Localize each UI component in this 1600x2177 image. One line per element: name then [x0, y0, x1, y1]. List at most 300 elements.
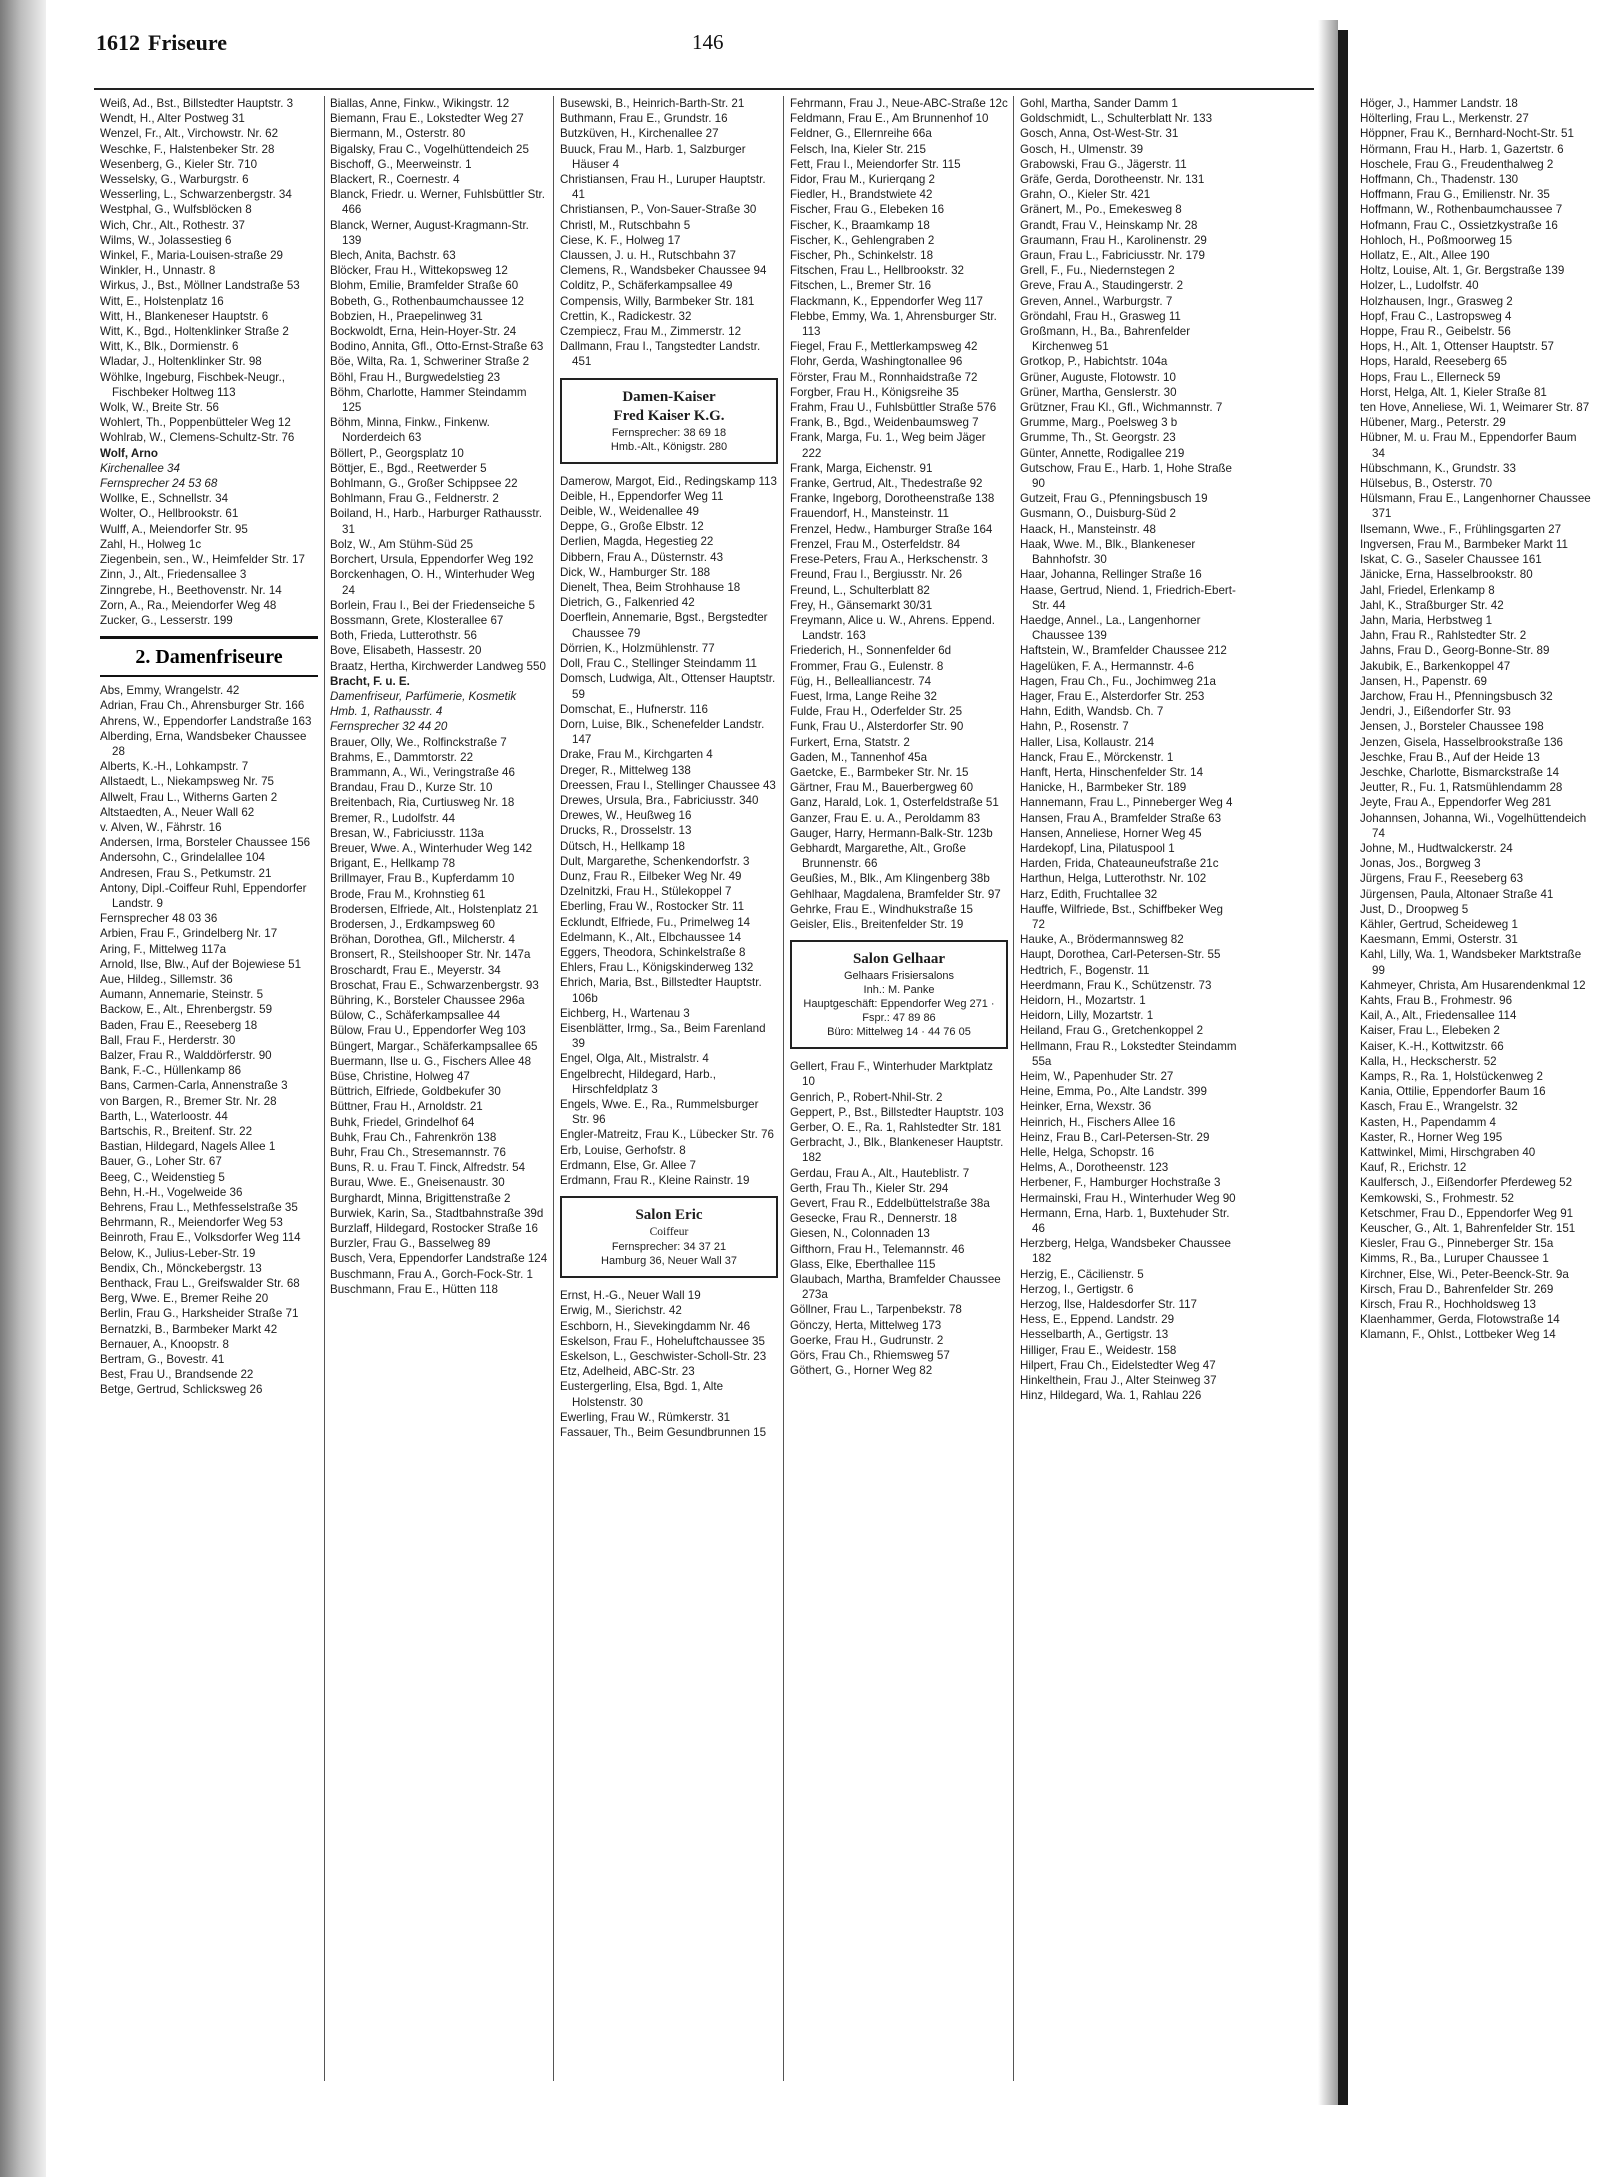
directory-entry: Ehrich, Maria, Bst., Billstedter Hauptstr. 106b [560, 976, 762, 1005]
directory-entry: Drake, Frau M., Kirchgarten 4 [560, 748, 713, 762]
directory-entry: Felsch, Ina, Kieler Str. 215 [790, 142, 926, 156]
directory-entry: Buuck, Frau M., Harb. 1, Salzburger Häuser 4 [560, 142, 746, 171]
directory-entry: Jahl, Friedel, Erlenkamp 8 [1360, 583, 1495, 597]
directory-entry: Wollke, E., Schnellstr. 34 [100, 492, 229, 506]
directory-entry: Haftstein, W., Bramfelder Chaussee 212 [1020, 644, 1227, 658]
directory-entry: Bans, Carmen-Carla, Annenstraße 3 [100, 1079, 288, 1093]
directory-entry: Hoffmann, W., Rothenbaumchaussee 7 [1360, 203, 1563, 217]
directory-entry: Wolk, W., Breite Str. 56 [100, 401, 219, 415]
directory-entry: Bossmann, Grete, Klosterallee 67 [330, 613, 504, 627]
directory-entry: Erdmann, Else, Gr. Allee 7 [560, 1158, 696, 1172]
directory-entry: Franke, Gertrud, Alt., Thedestraße 92 [790, 477, 983, 491]
directory-entry: Betge, Gertrud, Schlicksweg 26 [100, 1383, 263, 1397]
directory-entry: Heidorn, H., Mozartstr. 1 [1020, 993, 1146, 1007]
directory-entry: Brigant, E., Hellkamp 78 [330, 857, 456, 871]
directory-entry: Grumme, Th., St. Georgstr. 23 [1020, 431, 1176, 445]
directory-entry: von Bargen, R., Bremer Str. Nr. 28 [100, 1094, 277, 1108]
directory-entry: Hermainski, Frau H., Winterhuder Weg 90 [1020, 1191, 1236, 1205]
directory-entry: Edelmann, K., Alt., Elbchaussee 14 [560, 930, 742, 944]
directory-entry: Heiland, Frau G., Gretchenkoppel 2 [1020, 1024, 1204, 1038]
directory-entry: Grahn, O., Kieler Str. 421 [1020, 188, 1151, 202]
ad-title: Salon Eric [635, 1207, 703, 1224]
directory-entry: Dallmann, Frau I., Tangstedter Landstr. 451 [560, 340, 761, 369]
directory-entry: Just, D., Droopweg 5 [1360, 902, 1469, 916]
directory-entry: Hermann, Erna, Harb. 1, Buxtehuder Str. 46 [1020, 1206, 1230, 1236]
directory-entry: Ganzer, Frau E. u. A., Peroldamm 83 [790, 811, 981, 825]
directory-entry: Biermann, M., Osterstr. 80 [330, 127, 466, 141]
directory-entry: Kahmeyer, Christa, Am Husarendenkmal 12 [1360, 978, 1586, 992]
directory-entry: Bendix, Ch., Mönckebergstr. 13 [100, 1261, 262, 1275]
directory-entry: Hahn, P., Rosenstr. 7 [1020, 720, 1129, 734]
directory-entry: Ernst, H.-G., Neuer Wall 19 [560, 1289, 701, 1303]
directory-entry: Flackmann, K., Eppendorfer Weg 117 [790, 294, 983, 308]
directory-entry: Wirkus, J., Bst., Möllner Landstraße 53 [100, 279, 300, 293]
directory-entry: Alberding, Erna, Wandsbeker Chaussee 28 [100, 729, 307, 758]
directory-entry: Frese-Peters, Frau A., Herkschenstr. 3 [790, 553, 988, 567]
directory-entry: Busch, Vera, Eppendorfer Landstraße 124 [330, 1252, 548, 1266]
directory-entry: Weschke, F., Halstenbeker Str. 28 [100, 142, 275, 156]
column-rule [783, 96, 784, 2081]
listing-wolf-address: Kirchenallee 34 [100, 461, 180, 475]
directory-entry: Claussen, J. u. H., Rutschbahn 37 [560, 249, 736, 263]
directory-entry: Arnold, Ilse, Blw., Auf der Bojewiese 51 [100, 957, 302, 971]
directory-entry: Haase, Gertrud, Niend. 1, Friedrich-Ebert-Str. 44 [1020, 583, 1236, 612]
directory-entry: Wohlert, Th., Poppenbütteler Weg 12 [100, 416, 291, 430]
directory-entry: Harthun, Helga, Lutterothstr. Nr. 102 [1020, 872, 1207, 886]
directory-entry: Zahl, H., Holweg 1c [100, 537, 202, 551]
directory-entry: Fernsprecher 48 03 36 [100, 912, 218, 926]
directory-entry: Frank, Marga, Eichenstr. 91 [790, 461, 933, 475]
directory-entry: Hoppe, Frau R., Geibelstr. 56 [1360, 325, 1511, 339]
column-rule [553, 96, 554, 2081]
directory-entry: Gaetcke, E., Barmbeker Str. Nr. 15 [790, 765, 969, 779]
directory-entry: Andersen, Irma, Borsteler Chaussee 156 [100, 836, 311, 850]
directory-entry: Kirsch, Frau D., Bahrenfelder Str. 269 [1360, 1282, 1554, 1296]
directory-entry: Geußies, M., Blk., Am Klingenberg 38b [790, 872, 990, 886]
directory-entry: Flebbe, Emmy, Wa. 1, Ahrensburger Str. 113 [790, 309, 997, 339]
directory-entry: Jansen, H., Papenstr. 69 [1360, 674, 1487, 688]
directory-entry: Ilsemann, Wwe., F., Frühlingsgarten 27 [1360, 522, 1562, 536]
directory-entry: Gellert, Frau F., Winterhuder Marktplatz 10 [790, 1060, 993, 1089]
directory-entry: Haak, Wwe. M., Blk., Blankeneser Bahnhofstr. 30 [1020, 537, 1196, 567]
directory-entry: Ganz, Harald, Lok. 1, Osterfeldstraße 51 [790, 796, 999, 810]
directory-entry: Czempiecz, Frau M., Zimmerstr. 12 [560, 325, 742, 339]
directory-entry: Heinker, Erna, Wexstr. 36 [1020, 1100, 1152, 1114]
directory-entry: Eichberg, H., Wartenau 3 [560, 1006, 690, 1020]
directory-entry: Allwelt, Frau L., Witherns Garten 2 [100, 790, 278, 804]
directory-entry: Bodino, Annita, Gfl., Otto-Ernst-Straße 63 [330, 340, 544, 354]
entry-list-1c [100, 683, 318, 1398]
directory-entry: Heine, Emma, Po., Alte Landstr. 399 [1020, 1085, 1207, 1099]
directory-entry: Hohloch, H., Poßmoorweg 15 [1360, 233, 1513, 247]
directory-column-5 [1020, 96, 1238, 2091]
directory-entry: Keuscher, G., Alt. 1, Bahrenfelder Str. 151 [1360, 1222, 1576, 1236]
directory-entry: Feldner, G., Ellernreihe 66a [790, 127, 932, 141]
directory-entry: Jahn, Frau R., Rahlstedter Str. 2 [1360, 629, 1527, 643]
directory-entry: Gerbracht, J., Blk., Blankeneser Hauptstr. 182 [790, 1136, 1004, 1165]
directory-entry: Jahns, Frau D., Georg-Bonne-Str. 89 [1360, 644, 1550, 658]
directory-entry: Winkel, F., Maria-Louisen-straße 29 [100, 249, 283, 263]
directory-entry: Gräfe, Gerda, Dorotheenstr. Nr. 131 [1020, 173, 1205, 187]
ad-title: Damen-Kaiser [622, 388, 716, 405]
directory-entry: Jürgens, Frau F., Reeseberg 63 [1360, 872, 1524, 886]
directory-entry: Jenzen, Gisela, Hasselbrookstraße 136 [1360, 735, 1563, 749]
directory-entry: Jeyte, Frau A., Eppendorfer Weg 281 [1360, 796, 1552, 810]
page-number-center: 146 [692, 30, 724, 54]
directory-entry: Bohlmann, Frau G., Feldnerstr. 2 [330, 492, 499, 506]
directory-entry: Kail, A., Alt., Friedensallee 114 [1360, 1009, 1517, 1023]
directory-entry: Großmann, H., Ba., Bahrenfelder Kirchenweg 51 [1020, 325, 1191, 354]
directory-entry: Kaiser, K.-H., Kottwitzstr. 66 [1360, 1039, 1504, 1053]
directory-entry: Horst, Helga, Alt. 1, Kieler Straße 81 [1360, 385, 1547, 399]
directory-entry: Blackert, R., Coernestr. 4 [330, 173, 460, 187]
directory-entry: Gönczy, Herta, Mittelweg 173 [790, 1318, 942, 1332]
directory-entry: Backow, E., Alt., Ehrenbergstr. 59 [100, 1003, 273, 1017]
directory-entry: Hansen, Anneliese, Horner Weg 45 [1020, 826, 1202, 840]
directory-entry: Buthmann, Frau E., Grundstr. 16 [560, 112, 728, 126]
directory-entry: Fischer, K., Gehlengraben 2 [790, 233, 935, 247]
directory-entry: Haar, Johanna, Rellinger Straße 16 [1020, 568, 1202, 582]
directory-entry: Dult, Margarethe, Schenkendorfstr. 3 [560, 854, 750, 868]
directory-entry: Aue, Hildeg., Sillemstr. 36 [100, 972, 233, 986]
directory-entry: Engel, Olga, Alt., Mistralstr. 4 [560, 1052, 709, 1066]
directory-entry: Klamann, F., Ohlst., Lottbeker Weg 14 [1360, 1328, 1556, 1342]
directory-entry: Andresen, Frau S., Petkumstr. 21 [100, 866, 272, 880]
directory-entry: Grotkop, P., Habichtstr. 104a [1020, 355, 1168, 369]
directory-entry: Hölterling, Frau L., Merkenstr. 27 [1360, 112, 1529, 126]
directory-entry: Buermann, Ilse u. G., Fischers Allee 48 [330, 1054, 532, 1068]
directory-entry: Allstaedt, L., Niekampsweg Nr. 75 [100, 775, 274, 789]
directory-entry: Kamps, R., Ra. 1, Holstückenweg 2 [1360, 1070, 1544, 1083]
directory-entry: Hops, H., Alt. 1, Ottenser Hauptstr. 57 [1360, 340, 1554, 354]
directory-entry: Clemens, R., Wandsbeker Chaussee 94 [560, 264, 767, 278]
directory-entry: Wulff, A., Meiendorfer Str. 95 [100, 522, 248, 536]
directory-entry: Graumann, Frau H., Karolinenstr. 29 [1020, 233, 1207, 247]
directory-entry: Blohm, Emilie, Bramfelder Straße 60 [330, 279, 519, 293]
directory-entry: Böhm, Minna, Finkw., Finkenw. Norderdeich 63 [330, 416, 490, 445]
directory-entry: Eskelson, Frau F., Hoheluftchaussee 35 [560, 1334, 765, 1348]
directory-entry: Jendri, J., Eißendorfer Str. 93 [1360, 705, 1511, 719]
directory-entry: Kimms, R., Ba., Luruper Chaussee 1 [1360, 1252, 1549, 1266]
directory-entry: Jeschke, Charlotte, Bismarckstraße 14 [1360, 765, 1560, 779]
directory-entry: Haupt, Dorothea, Carl-Petersen-Str. 55 [1020, 948, 1221, 962]
directory-entry: Kasten, H., Papendamm 4 [1360, 1115, 1496, 1129]
directory-entry: Behrens, Frau L., Methfesselstraße 35 [100, 1201, 298, 1215]
scan-edge [0, 0, 46, 2177]
directory-entry: Grabowski, Frau G., Jägerstr. 11 [1020, 157, 1187, 171]
entry-list-1b [100, 491, 318, 628]
directory-entry: Dreessen, Frau I., Stellinger Chaussee 43 [560, 778, 776, 792]
directory-entry: Engels, Wwe. E., Ra., Rummelsburger Str. 96 [560, 1097, 759, 1127]
directory-entry: Hmb. 1, Rathausstr. 4 [330, 705, 443, 719]
directory-entry: v. Alven, W., Fährstr. 16 [100, 820, 222, 834]
directory-entry: Büngert, Margar., Schäferkampsallee 65 [330, 1039, 538, 1053]
directory-entry: Feldmann, Frau E., Am Brunnenhof 10 [790, 112, 989, 126]
directory-entry: Gröndahl, Frau H., Grasweg 11 [1020, 309, 1181, 323]
directory-entry: Iskat, C. G., Saseler Chaussee 161 [1360, 553, 1542, 567]
directory-entry: Wolter, O., Hellbrookstr. 61 [100, 507, 239, 521]
directory-entry: Altstaedten, A., Neuer Wall 62 [100, 805, 255, 819]
directory-entry: Eschborn, H., Sievekingdamm Nr. 46 [560, 1319, 751, 1333]
directory-entry: Gaden, M., Tannenhof 45a [790, 750, 928, 764]
directory-entry: Haedge, Annel., La., Langenhorner Chaussee 139 [1020, 613, 1201, 643]
directory-entry: Fuest, Irma, Lange Reihe 32 [790, 689, 937, 703]
directory-entry: Bremer, R., Ludolfstr. 44 [330, 811, 456, 825]
directory-entry: Dorn, Luise, Blk., Schenefelder Landstr. 147 [560, 717, 765, 747]
directory-entry: Johannsen, Johanna, Wi., Vogelhüttendeich 74 [1360, 811, 1587, 840]
directory-entry: Damenfriseur, Parfümerie, Kosmetik [330, 689, 517, 703]
directory-entry: Gutschow, Frau E., Harb. 1, Hohe Straße 90 [1020, 461, 1232, 491]
directory-entry: Hübener, Marg., Peterstr. 29 [1360, 416, 1506, 430]
directory-entry: Behn, H.-H., Vogelweide 36 [100, 1185, 243, 1199]
directory-entry: Heim, W., Papenhuder Str. 27 [1020, 1070, 1174, 1083]
directory-entry: Gesecke, Frau R., Dennerstr. 18 [790, 1212, 957, 1226]
directory-entry: Buns, R. u. Frau T. Finck, Alfredstr. 54 [330, 1161, 526, 1175]
directory-entry: Hager, Frau E., Alsterdorfer Str. 253 [1020, 689, 1205, 703]
directory-entry: Hahn, Edith, Wandsb. Ch. 7 [1020, 705, 1164, 719]
directory-entry: Biemann, Frau E., Lokstedter Weg 27 [330, 112, 524, 126]
directory-entry: Hanicke, H., Barmbeker Str. 189 [1020, 781, 1187, 795]
directory-entry: Fett, Frau I., Meiendorfer Str. 115 [790, 157, 961, 171]
directory-entry: Hanck, Frau E., Mörckenstr. 1 [1020, 750, 1174, 764]
directory-entry: Jensen, J., Borsteler Chaussee 198 [1360, 720, 1544, 734]
directory-entry: Buhr, Frau Ch., Stresemannstr. 76 [330, 1146, 506, 1160]
directory-entry: Freymann, Alice u. W., Ahrens. Eppend. Landstr. 163 [790, 613, 995, 643]
directory-entry: Kaulfersch, J., Eißendorfer Pferdeweg 52 [1360, 1176, 1573, 1190]
directory-entry: Busewski, B., Heinrich-Barth-Str. 21 [560, 97, 745, 110]
directory-entry: Hülsebus, B., Osterstr. 70 [1360, 477, 1493, 491]
directory-entry: Büttrich, Elfriede, Goldbekufer 30 [330, 1085, 501, 1099]
directory-entry: Forgber, Frau H., Königsreihe 35 [790, 385, 959, 399]
directory-entry: Helms, A., Dorotheenstr. 123 [1020, 1161, 1169, 1175]
directory-entry: Fernsprecher 32 44 20 [330, 720, 448, 734]
directory-entry: Ecklundt, Elfriede, Fu., Primelweg 14 [560, 915, 751, 929]
directory-entry: Kirsch, Frau R., Hochholdsweg 13 [1360, 1298, 1536, 1312]
directory-entry: Dreger, R., Mittelweg 138 [560, 763, 691, 777]
directory-entry: Gerth, Frau Th., Kieler Str. 294 [790, 1181, 949, 1195]
directory-entry: Hops, Frau L., Ellerneck 59 [1360, 370, 1501, 384]
directory-entry: Blanck, Friedr. u. Werner, Fuhlsbüttler Str. 466 [330, 188, 545, 217]
directory-entry: Berg, Wwe. E., Bremer Reihe 20 [100, 1292, 269, 1306]
ad-address: Hamburg 36, Neuer Wall 37 [601, 1255, 737, 1268]
directory-entry: Witt, H., Blankeneser Hauptstr. 6 [100, 309, 269, 323]
ad-salon-eric [560, 1196, 778, 1278]
directory-entry: Bülow, Frau U., Eppendorfer Weg 103 [330, 1024, 526, 1038]
directory-entry: Böllert, P., Georgsplatz 10 [330, 446, 464, 460]
directory-entry: Heinz, Frau B., Carl-Petersen-Str. 29 [1020, 1130, 1210, 1144]
directory-entry: Abs, Emmy, Wrangelstr. 42 [100, 684, 240, 698]
directory-entry: Jürgensen, Paula, Altonaer Straße 41 [1360, 887, 1554, 901]
directory-entry: Kaiser, Frau L., Elebeken 2 [1360, 1024, 1500, 1038]
directory-entry: Gelhaars Frisiersalons [843, 970, 955, 983]
directory-entry: Hübschmann, K., Grundstr. 33 [1360, 461, 1516, 475]
ad-address: Hmb.-Alt., Königstr. 280 [610, 440, 728, 453]
directory-entry: Bröhan, Dorothea, Gfl., Milcherstr. 4 [330, 933, 515, 947]
directory-entry: Erwig, M., Sierichstr. 42 [560, 1304, 682, 1318]
directory-entry: Frey, H., Gänsemarkt 30/31 [790, 598, 933, 612]
directory-entry: Ahrens, W., Eppendorfer Landstraße 163 [100, 714, 312, 728]
directory-entry: Greven, Annel., Warburgstr. 7 [1020, 294, 1173, 308]
directory-entry: Christl, M., Rutschbahn 5 [560, 218, 691, 232]
directory-entry: Hagen, Frau Ch., Fu., Jochimweg 21a [1020, 674, 1216, 688]
directory-entry: Grell, F., Fu., Niedernstegen 2 [1020, 264, 1175, 278]
directory-entry: Witt, E., Holstenplatz 16 [100, 294, 224, 308]
directory-entry: Baden, Frau E., Reeseberg 18 [100, 1018, 258, 1032]
directory-entry: Biallas, Anne, Finkw., Wikingstr. 12 [330, 97, 510, 110]
directory-entry: Fulde, Frau H., Oderfelder Str. 25 [790, 705, 963, 719]
directory-entry: Drewes, Ursula, Bra., Fabriciusstr. 340 [560, 793, 759, 807]
directory-entry: Gränert, M., Po., Emekesweg 8 [1020, 203, 1182, 217]
entry-list-1a [100, 96, 318, 446]
directory-entry: Dörrien, K., Holzmühlenstr. 77 [560, 641, 715, 655]
directory-entry: Holzer, L., Ludolfstr. 40 [1360, 279, 1479, 293]
directory-entry: Göthert, G., Horner Weg 82 [790, 1364, 933, 1378]
ad-title: Salon Gelhaar [852, 951, 946, 968]
directory-entry: Bastian, Hildegard, Nagels Allee 1 [100, 1140, 276, 1154]
directory-entry: Witt, K., Bgd., Holtenklinker Straße 2 [100, 325, 289, 339]
directory-entry: Jarchow, Frau H., Pfenningsbusch 32 [1360, 689, 1553, 703]
directory-entry: Grumme, Marg., Poelsweg 3 b [1020, 416, 1178, 430]
directory-entry: Kauf, R., Erichstr. 12 [1360, 1161, 1467, 1175]
page-number-left: 1612 [96, 30, 140, 55]
directory-entry: Höger, J., Hammer Landstr. 18 [1360, 97, 1518, 110]
directory-entry: Brode, Frau M., Krohnstieg 61 [330, 887, 486, 901]
directory-entry: Fehrmann, Frau J., Neue-ABC-Straße 12c [790, 97, 1008, 110]
directory-entry: Förster, Frau M., Ronnhaidstraße 72 [790, 370, 978, 384]
directory-entry: Engler-Matreitz, Frau K., Lübecker Str. 76 [560, 1128, 774, 1142]
directory-entry: Giesen, N., Colonnaden 13 [790, 1227, 930, 1241]
directory-entry: Füg, H., Bellealliancestr. 74 [790, 674, 932, 688]
directory-entry: Franke, Ingeborg, Dorotheenstraße 138 [790, 492, 995, 506]
directory-entry: Jahl, K., Straßburger Str. 42 [1360, 598, 1504, 612]
directory-entry: Burzler, Frau G., Basselweg 89 [330, 1237, 491, 1251]
header-rule [94, 88, 1314, 90]
directory-entry: Hübner, M. u. Frau M., Eppendorfer Baum 34 [1360, 431, 1577, 460]
entry-list-3b [560, 474, 778, 1189]
directory-entry: Kattwinkel, Mimi, Hirschgraben 40 [1360, 1146, 1536, 1160]
directory-entry: Fischer, K., Braamkamp 18 [790, 218, 930, 232]
directory-entry: Brillmayer, Frau B., Kupferdamm 10 [330, 872, 515, 886]
directory-entry: Below, K., Julius-Leber-Str. 19 [100, 1246, 256, 1260]
directory-entry: Beeg, C., Weidenstieg 5 [100, 1170, 225, 1184]
directory-entry: Heinrich, H., Fischers Allee 16 [1020, 1115, 1176, 1129]
directory-entry: Deppe, G., Große Elbstr. 12 [560, 520, 704, 534]
directory-entry: Burghardt, Minna, Brigittenstraße 2 [330, 1191, 511, 1205]
directory-entry: Compensis, Willy, Barmbeker Str. 181 [560, 294, 755, 308]
directory-entry: Blanck, Werner, August-Kragmann-Str. 139 [330, 218, 529, 247]
directory-entry: Gehlhaar, Magdalena, Bramfelder Str. 97 [790, 887, 1001, 901]
directory-entry: Zorn, A., Ra., Meiendorfer Weg 48 [100, 598, 277, 612]
directory-entry: Boiland, H., Harb., Harburger Rathausstr. 31 [330, 507, 543, 536]
directory-entry: Graun, Frau L., Fabriciusstr. Nr. 179 [1020, 249, 1205, 263]
directory-entry: Engelbrecht, Hildegard, Harb., Hirschfeldplatz 3 [560, 1067, 716, 1096]
directory-entry: Goldschmidt, L., Schulterblatt Nr. 133 [1020, 112, 1213, 126]
directory-entry: Etz, Adelheid, ABC-Str. 23 [560, 1365, 695, 1379]
directory-entry: Frank, B., Bgd., Weidenbaumsweg 7 [790, 416, 979, 430]
directory-entry: Friederich, H., Sonnenfelder 6d [790, 644, 952, 658]
directory-column-2 [330, 96, 548, 2091]
directory-entry: Breuer, Wwe. A., Winterhuder Weg 142 [330, 841, 533, 855]
directory-entry: ten Hove, Anneliese, Wi. 1, Weimarer Str. 87 [1360, 401, 1590, 415]
directory-entry: Borchert, Ursula, Eppendorfer Weg 192 [330, 553, 534, 567]
directory-entry: Frauendorf, H., Mansteinstr. 11 [790, 507, 949, 521]
directory-entry: Burau, Wwe. E., Gneisenaustr. 30 [330, 1176, 505, 1190]
directory-entry: Weiß, Ad., Bst., Billstedter Hauptstr. 3 [100, 97, 294, 110]
directory-entry: Gosch, Anna, Ost-West-Str. 31 [1020, 127, 1179, 141]
directory-entry: Bohlmann, G., Großer Schippsee 22 [330, 477, 518, 491]
directory-entry: Hoffmann, Ch., Thadenstr. 130 [1360, 173, 1519, 187]
directory-entry: Hellmann, Frau R., Lokstedter Steindamm 55a [1020, 1039, 1237, 1068]
listing-bracht-name: Bracht, F. u. E. [330, 674, 410, 688]
entry-list-4b [790, 1059, 1008, 1378]
directory-entry: Geppert, P., Bst., Billstedter Hauptstr. 103 [790, 1105, 1004, 1119]
entry-list-4a [790, 96, 1008, 932]
listing-wolf-phone: Fernsprecher 24 53 68 [100, 477, 218, 491]
directory-entry: Christiansen, Frau H., Luruper Hauptstr. 41 [560, 173, 766, 202]
directory-entry: Freund, Frau I., Bergiusstr. Nr. 26 [790, 568, 963, 582]
directory-entry: Bernatzki, B., Barmbeker Markt 42 [100, 1322, 278, 1336]
directory-entry: Greve, Frau A., Staudingerstr. 2 [1020, 279, 1184, 293]
directory-entry: Wöhlke, Ingeburg, Fischbek-Neugr., Fischbeker Holtweg 113 [100, 370, 285, 399]
directory-entry: Bauer, G., Loher Str. 67 [100, 1155, 222, 1169]
directory-entry: Breitenbach, Ria, Curtiusweg Nr. 18 [330, 796, 515, 810]
directory-entry: Helle, Helga, Schopstr. 16 [1020, 1146, 1155, 1160]
directory-entry: Dütsch, H., Hellkamp 18 [560, 839, 686, 853]
directory-entry: Bischoff, G., Meerweinstr. 1 [330, 157, 472, 171]
directory-column-1 [100, 96, 318, 2091]
directory-entry: Buhk, Friedel, Grindelhof 64 [330, 1115, 475, 1129]
directory-entry: Hopf, Frau C., Lastropsweg 4 [1360, 309, 1512, 323]
directory-entry: Hardekopf, Lina, Pilatuspool 1 [1020, 841, 1175, 855]
directory-entry: Haller, Lisa, Kollaustr. 214 [1020, 735, 1155, 749]
directory-entry: Ehlers, Frau L., Königskinderweg 132 [560, 961, 754, 975]
directory-entry: Andersohn, C., Grindelallee 104 [100, 851, 265, 865]
directory-entry: Erdmann, Frau R., Kleine Rainstr. 19 [560, 1174, 750, 1187]
directory-entry: Alberts, K.-H., Lohkampstr. 7 [100, 760, 249, 774]
directory-entry: Both, Frieda, Lutterothstr. 56 [330, 629, 477, 643]
directory-entry: Bockwoldt, Erna, Hein-Hoyer-Str. 24 [330, 325, 517, 339]
directory-entry: Furkert, Erna, Statstr. 2 [790, 735, 910, 749]
directory-entry: Christiansen, P., Von-Sauer-Straße 30 [560, 203, 757, 217]
directory-entry: Balzer, Frau R., Walddörferstr. 90 [100, 1048, 272, 1062]
directory-entry: Brahms, E., Dammtorstr. 22 [330, 750, 474, 764]
directory-entry: Harz, Edith, Fruchtallee 32 [1020, 887, 1158, 901]
entry-list-2a [330, 96, 548, 674]
directory-entry: Zucker, G., Lesserstr. 199 [100, 613, 233, 627]
directory-entry: Eustergerling, Elsa, Bgd. 1, Alte Holstenstr. 30 [560, 1380, 724, 1409]
directory-entry: Ingversen, Frau M., Barmbeker Markt 11 [1360, 537, 1568, 551]
directory-entry: Fiegel, Frau F., Mettlerkampsweg 42 [790, 340, 978, 354]
section-heading: 2. Damenfriseure [100, 636, 318, 677]
directory-entry: Hauptgeschäft: Eppendorfer Weg 271 · Fspr.: 47 89 86 [803, 998, 995, 1025]
directory-entry: Wohlrab, W., Clemens-Schultz-Str. 76 [100, 431, 295, 445]
running-title: Friseure [148, 30, 228, 55]
directory-entry: Grüner, Auguste, Flotowstr. 10 [1020, 370, 1176, 384]
directory-entry: Ketschmer, Frau D., Eppendorfer Weg 91 [1360, 1206, 1574, 1220]
directory-entry: Brandau, Frau D., Kurze Str. 10 [330, 781, 493, 795]
directory-entry: Bartschis, R., Breitenf. Str. 22 [100, 1125, 253, 1138]
directory-entry: Fischer, Ph., Schinkelstr. 18 [790, 249, 934, 263]
directory-entry: Jänicke, Erna, Hasselbrookstr. 80 [1360, 568, 1533, 582]
directory-entry: Deible, H., Eppendorfer Weg 11 [560, 489, 724, 503]
directory-entry: Best, Frau U., Brandsende 22 [100, 1368, 254, 1382]
directory-entry: Wenzel, Fr., Alt., Virchowstr. Nr. 62 [100, 127, 279, 141]
directory-entry: Bernauer, A., Knoopstr. 8 [100, 1337, 229, 1351]
directory-entry: Kiesler, Frau G., Pinneberger Str. 15a [1360, 1237, 1554, 1251]
directory-entry: Eskelson, L., Geschwister-Scholl-Str. 23 [560, 1350, 767, 1364]
directory-entry: Brammann, A., Wi., Veringstraße 46 [330, 765, 515, 779]
directory-entry: Wendt, H., Alter Postweg 31 [100, 112, 245, 126]
